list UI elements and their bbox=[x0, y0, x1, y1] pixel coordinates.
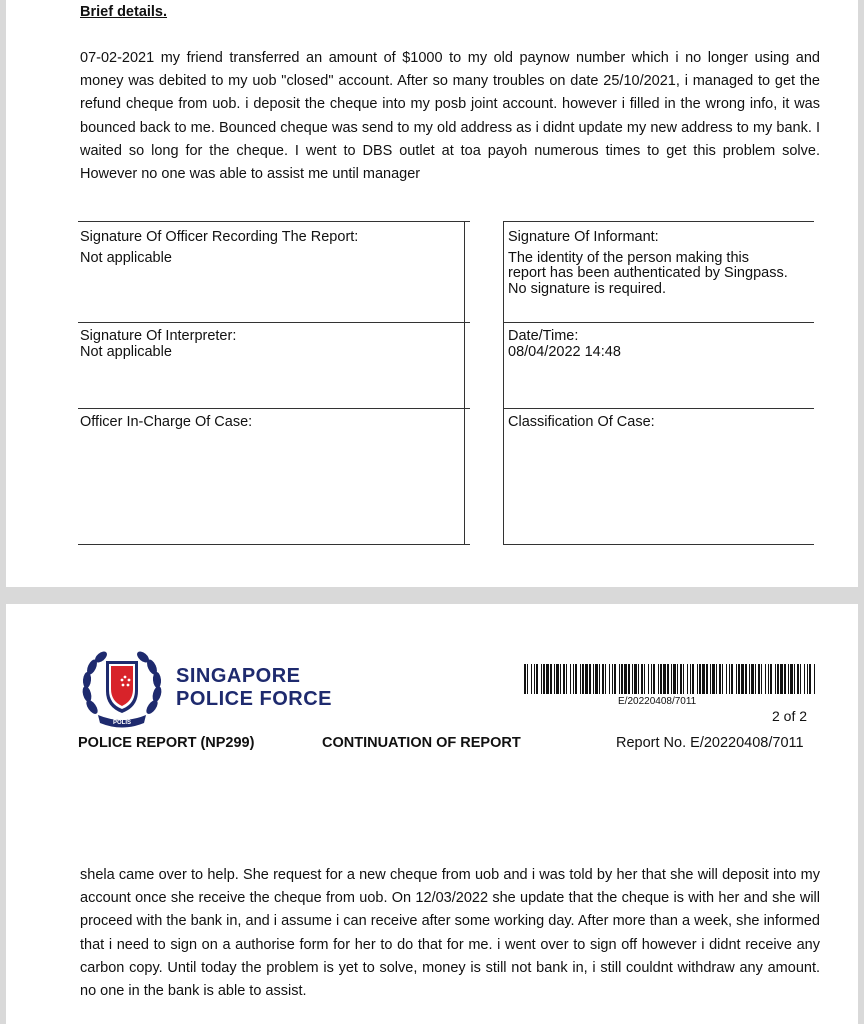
date-time-label: Date/Time: bbox=[508, 328, 579, 344]
table-top-right-rule bbox=[504, 221, 814, 222]
informant-signature-line1: The identity of the person making this bbox=[508, 250, 749, 266]
table-top-left-rule bbox=[78, 221, 470, 222]
officer-in-charge-label: Officer In-Charge Of Case: bbox=[80, 414, 253, 430]
table-bottom-left-rule bbox=[78, 544, 470, 545]
report-number: Report No. E/20220408/7011 bbox=[616, 735, 804, 751]
date-time-value: 08/04/2022 14:48 bbox=[508, 344, 621, 360]
officer-signature-value: Not applicable bbox=[80, 250, 172, 266]
police-crest-logo bbox=[78, 647, 166, 731]
org-name-line1: SINGAPORE bbox=[176, 665, 301, 687]
classification-label: Classification Of Case: bbox=[508, 414, 655, 430]
table-row1-left-rule bbox=[78, 322, 470, 323]
table-row2-left-rule bbox=[78, 408, 470, 409]
informant-signature-label: Signature Of Informant: bbox=[508, 229, 659, 245]
table-left-column-divider bbox=[464, 221, 465, 545]
informant-signature-line3: No signature is required. bbox=[508, 281, 666, 297]
continuation-text: shela came over to help. She request for a new cheque from uob and i was told by her that she will deposit into my account once she receive the cheque from uob. On 12/03/2022 she update that the cheque is with her and she will proceed with the bank in, and i assume i can receive after some working day. After more than a week, she informed that i need to sign on a authorise form for her to do that for me. i went over to sign off however i didnt receive any carbon copy. Until today the problem is yet to solve, money is still not bank in, i still couldnt withdraw any amount. no one in the bank is able to assist. bbox=[80, 867, 820, 1000]
table-bottom-right-rule bbox=[504, 544, 814, 545]
interpreter-signature-value: Not applicable bbox=[80, 344, 172, 360]
barcode-number: E/20220408/7011 bbox=[618, 696, 697, 707]
brief-details-heading: Brief details. bbox=[80, 4, 168, 20]
logo-banner-text: POLIS bbox=[112, 720, 132, 726]
informant-signature-line2: report has been authenticated by Singpass. bbox=[508, 265, 788, 281]
interpreter-signature-label: Signature Of Interpreter: bbox=[80, 328, 237, 344]
brief-details-text: 07-02-2021 my friend transferred an amount of $1000 to my old paynow number which i no longer using and money was debited to my uob "closed" account. After so many troubles on date 25/10/2021, i managed to get the refund cheque from uob. i deposit the cheque into my posb joint account. however i filled in the wrong info, it was bounced back to me. Bounced cheque was send to my old address as i didnt update my new address to my bank. I waited so long for the cheque. I went to DBS outlet at toa payoh numerous times to get this problem solve. However no one was able to assist me until manager bbox=[80, 50, 820, 183]
table-row1-right-rule bbox=[504, 322, 814, 323]
report-barcode bbox=[524, 664, 818, 694]
page-number: 2 of 2 bbox=[772, 708, 808, 724]
org-name-line2: POLICE FORCE bbox=[176, 688, 333, 710]
report-page-1 bbox=[6, 0, 858, 587]
continuation-label: CONTINUATION OF REPORT bbox=[322, 735, 521, 751]
officer-signature-label: Signature Of Officer Recording The Report: bbox=[80, 229, 359, 245]
report-type-label: POLICE REPORT (NP299) bbox=[78, 735, 255, 751]
report-page-2 bbox=[6, 604, 858, 1024]
table-right-column-divider bbox=[503, 221, 504, 545]
table-row2-right-rule bbox=[504, 408, 814, 409]
